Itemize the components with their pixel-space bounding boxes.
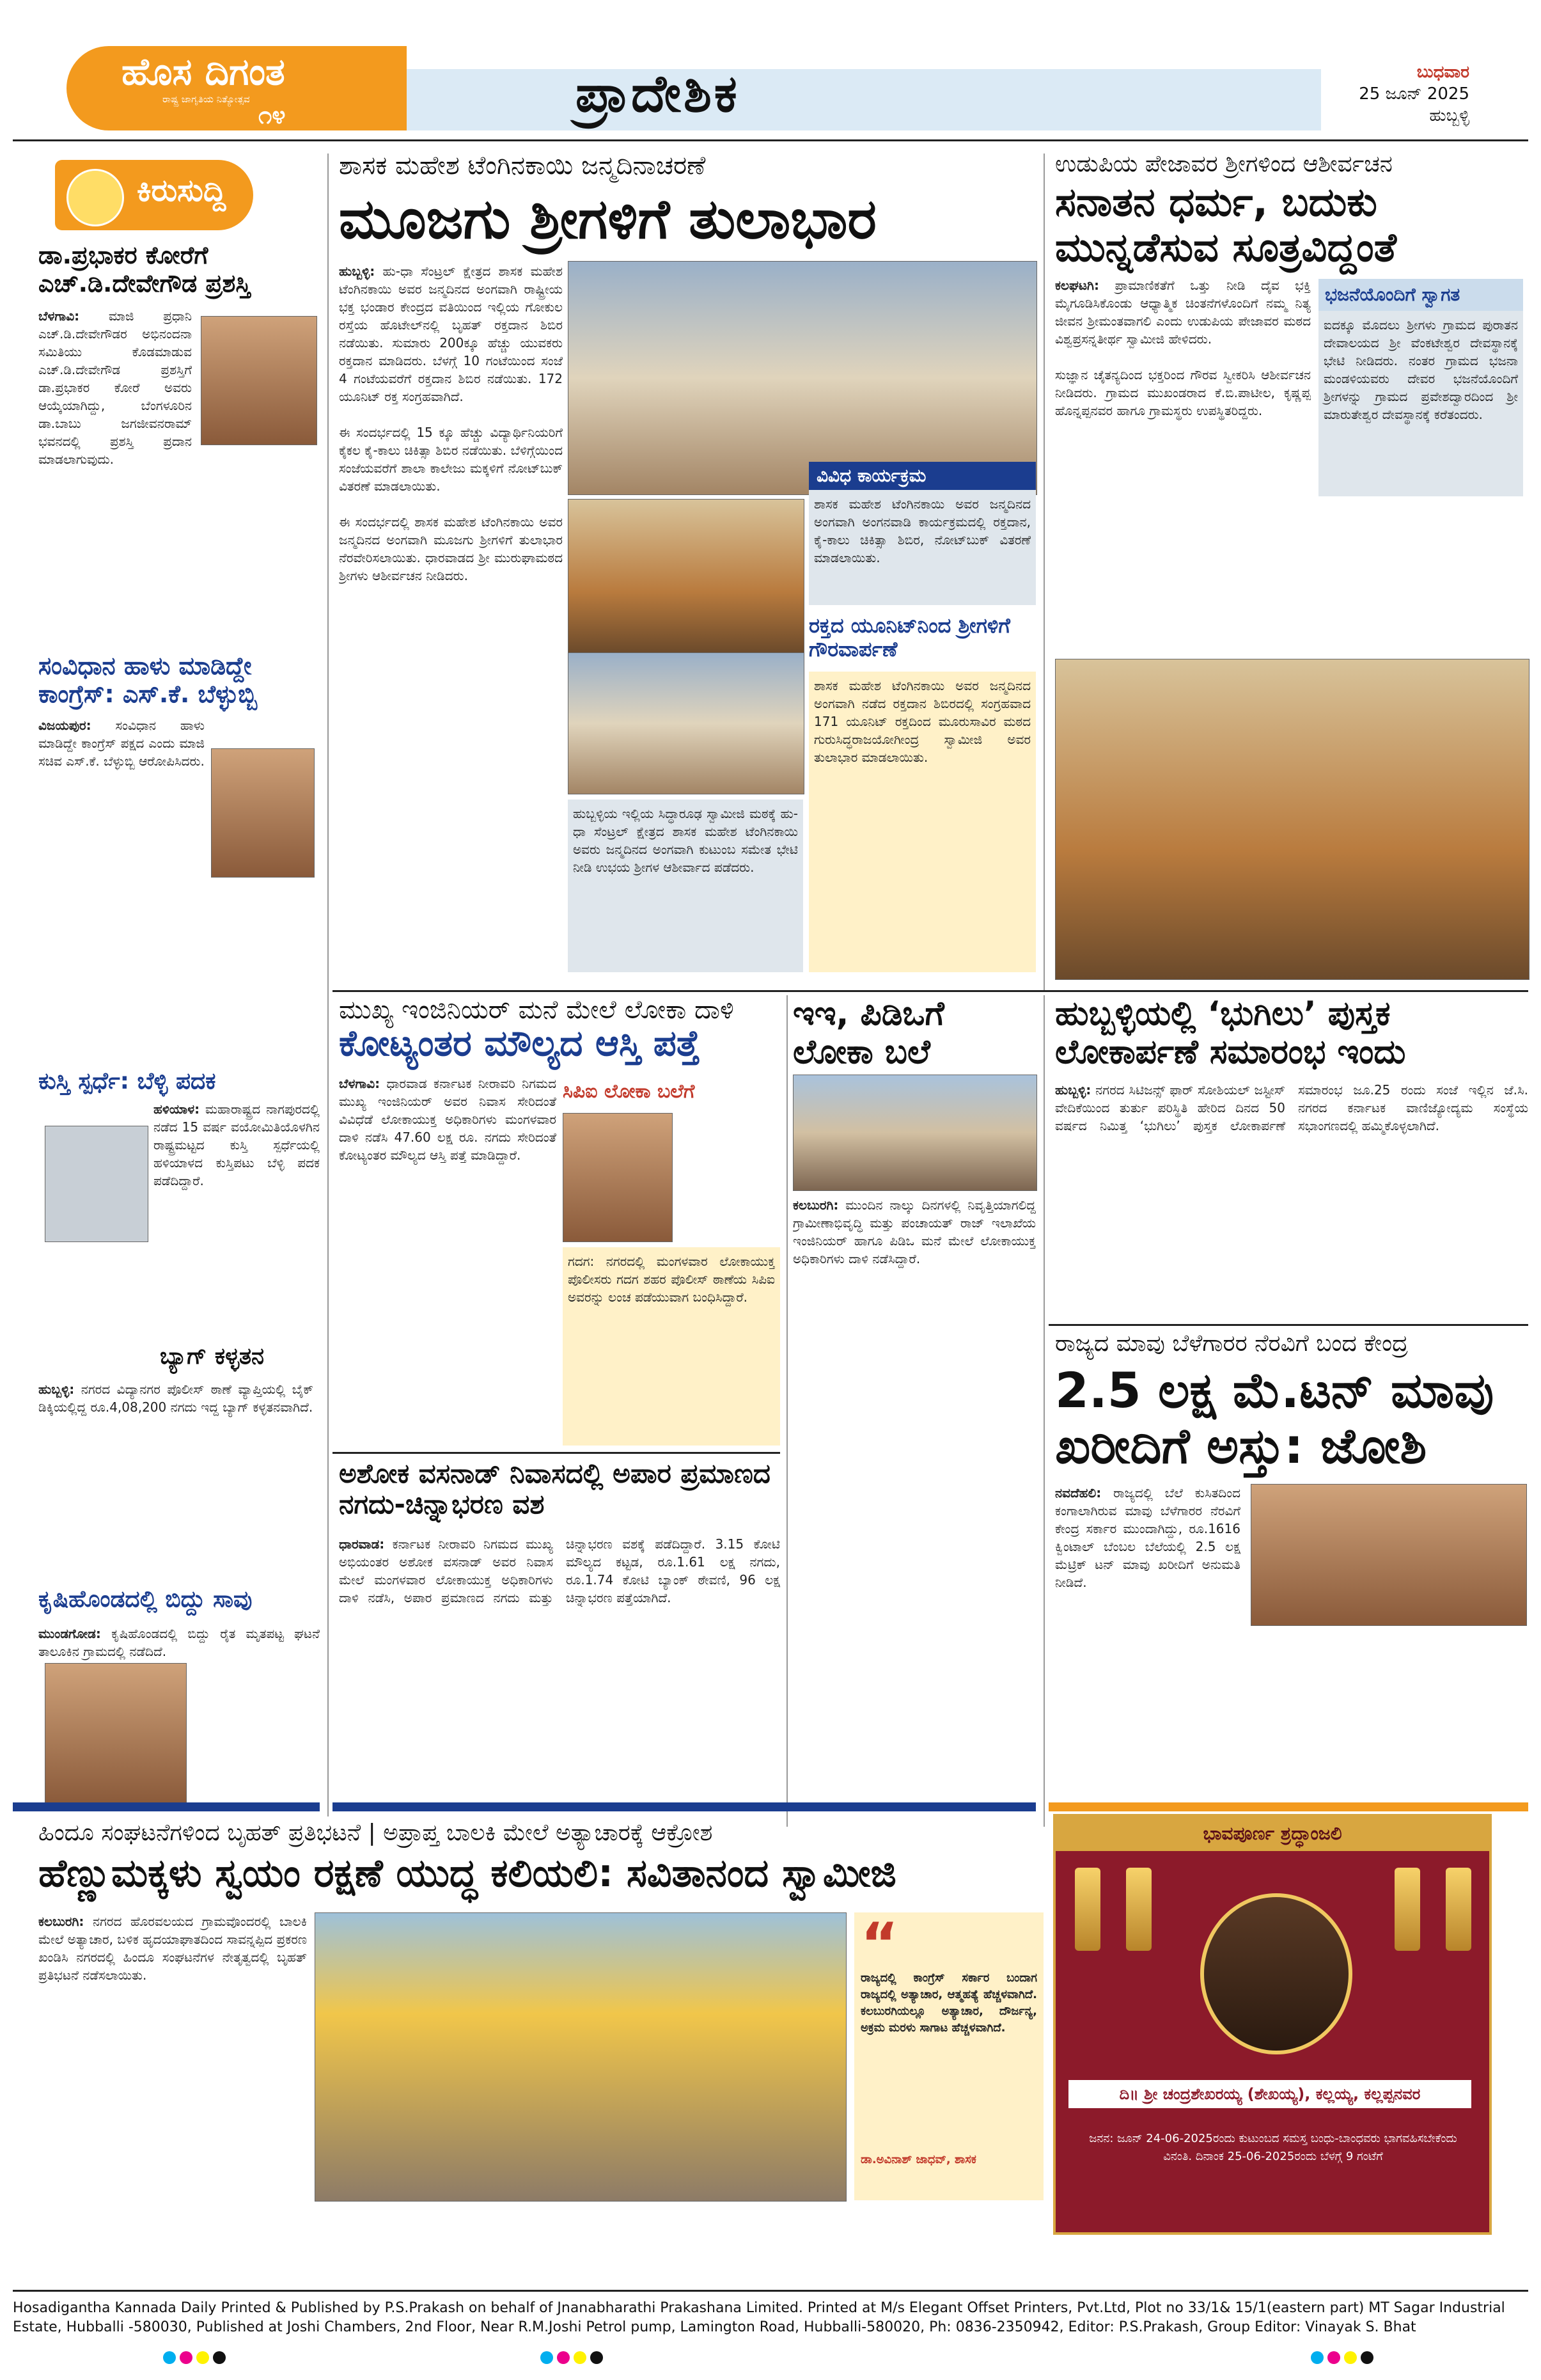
lead-body <box>339 262 563 972</box>
lead-photo-main <box>568 261 1037 495</box>
ashok-body-text: ಕರ್ನಾಟಕ ನೀರಾವರಿ ನಿಗಮದ ಮುಖ್ಯ ಅಭಿಯಂತರ ಅಶೋಕ ವಸನಾಡ್ ಅವರ ನಿವಾಸ ಮೇಲೆ ಮಂಗಳವಾರ ಲೋಕಾಯುಕ್ತ ಅಧಿಕಾರಿಗಳು ದಾಳಿ ನಡೆಸಿ, ಅಪಾರ ಪ್ರಮಾಣದ ನಗದು ಮತ್ತು ಚಿನ್ನಾಭರಣ ವಶಕ್ಕೆ ಪಡೆದಿದ್ದಾರೆ. 3.15 ಕೋಟಿ ಮೌಲ್ಯದ ಕಟ್ಟಡ, ರೂ.1.61 ಲಕ್ಷ ನಗದು, ರೂ.1.74 ಕೋಟಿ ಬ್ಯಾಂಕ್ ಠೇವಣಿ, 96 ಲಕ್ಷ ಚಿನ್ನಾಭರಣ ಪತ್ತೆಯಾಗಿದೆ. <box>339 1536 780 1605</box>
edition: ಹುಬ್ಬಳ್ಳಿ <box>1429 106 1469 125</box>
brief-1-body <box>38 307 192 640</box>
footer-rule <box>13 2290 1528 2292</box>
brief-2-body <box>38 716 205 1062</box>
lamp-icon <box>1126 1868 1152 1951</box>
brief-5-dateline: ಮುಂಡಗೋಡ: <box>38 1626 101 1641</box>
engineer-box-photo <box>563 1113 673 1242</box>
engineer-body <box>339 1075 556 1446</box>
right-photo <box>1055 659 1529 980</box>
mid-rule <box>332 990 1528 992</box>
pointing-hand-icon <box>66 169 124 226</box>
issue-date: 25 ಜೂನ್ 2025 <box>1359 84 1469 104</box>
divider-blue-left <box>13 1802 320 1811</box>
lead-dateline: ಹುಬ್ಬಳ್ಳಿ: <box>339 264 375 279</box>
engineer-box-title: ಸಿಪಿಐ ಲೋಕಾ ಬಲೆಗೆ <box>563 1080 695 1103</box>
ashok-dateline: ಧಾರವಾಡ: <box>339 1536 385 1552</box>
protest-headline: ಹೆಣ್ಣುಮಕ್ಕಳು ಸ್ವಯಂ ರಕ್ಷಣೆ ಯುದ್ಧ ಕಲಿಯಲಿ: ಸವಿತಾನಂದ ಸ್ವಾಮೀಜಿ <box>38 1851 896 1896</box>
bhugilu-dateline: ಹುಬ್ಬಳ್ಳಿ: <box>1055 1082 1091 1098</box>
right-body <box>1055 276 1311 647</box>
right-dateline: ಕಲಘಟಗಿ: <box>1055 278 1099 293</box>
brief-1-dateline: ಬೆಳಗಾವಿ: <box>38 308 80 324</box>
tribute-heading: ಭಾವಪೂರ್ಣ ಶ್ರದ್ಧಾಂಜಲಿ <box>1056 1817 1489 1851</box>
pdo-photo <box>793 1075 1037 1191</box>
engineer-headline: ಕೋಟ್ಯಂತರ ಮೌಲ್ಯದ ಆಸ್ತಿ ಪತ್ತೆ <box>339 1023 700 1064</box>
pdo-headline: ಇಇ, ಪಿಡಿಒಗೆ ಲೋಕಾ ಬಲೆ <box>793 995 944 1071</box>
engineer-body-text: ಧಾರವಾಡ ಕರ್ನಾಟಕ ನೀರಾವರಿ ನಿಗಮದ ಮುಖ್ಯ ಇಂಜಿನಿಯರ್ ಅವರ ನಿವಾಸ ಸೇರಿದಂತೆ ವಿವಿಧೆಡೆ ಲೋಕಾಯುಕ್ತ ಅಧಿಕಾರಿಗಳು ಮಂಗಳವಾರ ದಾಳಿ ನಡೆಸಿ 47.60 ಲಕ್ಷ ರೂ. ನಗದು ಸೇರಿದಂತೆ ಕೋಟ್ಯಂತರ ಮೌಲ್ಯದ ಆಸ್ತಿ ಪತ್ತೆ ಮಾಡಿದ್ದಾರೆ. <box>339 1076 556 1163</box>
ashok-rule <box>332 1452 780 1454</box>
right-box-title: ಭಜನೆಯೊಂದಿಗೆ ಸ್ವಾಗತ <box>1318 279 1523 311</box>
tribute-name: ದಿ॥ ಶ್ರೀ ಚಂದ್ರಶೇಖರಯ್ಯ (ಶೇಖಯ್ಯ), ಕಲ್ಲಯ್ಯ, ಕಲ್ಲಪ್ಪನವರ <box>1068 2080 1471 2108</box>
pdo-body-text: ಮುಂದಿನ ನಾಲ್ಕು ದಿನಗಳಲ್ಲಿ ನಿವೃತ್ತಿಯಾಗಲಿದ್ದ ಗ್ರಾಮೀಣಾಭಿವೃದ್ಧಿ ಮತ್ತು ಪಂಚಾಯತ್ ರಾಜ್ ಇಲಾಖೆಯ ಇಂಜಿನಿಯರ್ ಹಾಗೂ ಪಿಡಿಒ ಮನೆ ಮೇಲೆ ಲೋಕಾಯುಕ್ತ ಅಧಿಕಾರಿಗಳು ದಾಳಿ ನಡೆಸಿದ್ದಾರೆ. <box>793 1197 1036 1266</box>
brief-4-body <box>38 1380 313 1566</box>
right-body-p2: ಸುಜ್ಞಾನ ಚೈತನ್ಯದಿಂದ ಭಕ್ತರಿಂದ ಗೌರವ ಸ್ವೀಕರಿಸಿ ಆಶೀರ್ವಚನ ನೀಡಿದರು. ಗ್ರಾಮದ ಮುಖಂಡರಾದ ಕೆ.ಬಿ.ಪಾಟೀಲ, ಕೃಷ್ಣಪ್ಪ ಹೊನ್ನಪ್ಪನವರ ಹಾಗೂ ಗ್ರಾಮಸ್ಥರು ಉಪಸ್ಥಿತರಿದ್ದರು. <box>1055 367 1311 418</box>
tribute-ad <box>1053 1814 1492 2235</box>
lamp-icon <box>1446 1868 1471 1951</box>
imprint-line: Hosadigantha Kannada Daily Printed & Published by P.S.Prakash on behalf of Jnanabharathi Prakashana Limited. Printed at M/s Elegant Offset Printers, Pvt.Ltd, Plot no 33/1& 15/1(eastern part) MT Sagar Industrial Estate, Hubballi -580030, Published at Joshi Chambers, 2nd Floor, Near R.M.Joshi Petrol pump, Lamington Road, Hubballi-580020, Ph: 0836-2350942, Editor: P.S.Prakash, Group Editor: Vinayak S. Bhat <box>13 2300 1505 2335</box>
mango-body-text: ರಾಜ್ಯದಲ್ಲಿ ಬೆಲೆ ಕುಸಿತದಿಂದ ಕಂಗಾಲಾಗಿರುವ ಮಾವು ಬೆಳೆಗಾರರ ನೆರವಿಗೆ ಕೇಂದ್ರ ಸರ್ಕಾರ ಮುಂದಾಗಿದ್ದು, ರೂ.1616 ಕ್ವಿಂಟಾಲ್ ಬೆಂಬಲ ಬೆಲೆಯಲ್ಲಿ 2.5 ಲಕ್ಷ ಮೆಟ್ರಿಕ್ ಟನ್ ಮಾವು ಖರೀದಿಗೆ ಅನುಮತಿ ನೀಡಿದೆ. <box>1055 1485 1240 1590</box>
lead-box-title: ವಿವಿಧ ಕಾರ್ಯಕ್ರಮ <box>809 462 1036 490</box>
right-kicker: ಉಡುಪಿಯ ಪೇಜಾವರ ಶ್ರೀಗಳಿಂದ ಆಶೀರ್ವಚನ <box>1055 151 1393 177</box>
protest-dateline: ಕಲಬುರಗಿ: <box>38 1914 84 1929</box>
brief-2-title: ಸಂವಿಧಾನ ಹಾಳು ಮಾಡಿದ್ದೇ ಕಾಂಗ್ರೆಸ್: ಎಸ್.ಕೆ. ಬೆಳ್ಳುಬ್ಬಿ <box>38 652 257 708</box>
section-title: ಪ್ರಾದೇಶಿಕ <box>575 64 740 123</box>
bhugilu-headline: ಹುಬ್ಬಳ್ಳಿಯಲ್ಲಿ ‘ಭುಗಿಲು’ ಪುಸ್ತಕ ಲೋಕಾರ್ಪಣೆ ಸಮಾರಂಭ ಇಂದು <box>1055 995 1406 1071</box>
lead-body-p1: ಹು-ಧಾ ಸೆಂಟ್ರಲ್ ಕ್ಷೇತ್ರದ ಶಾಸಕ ಮಹೇಶ ಟೆಂಗಿನಕಾಯಿ ಅವರ ಜನ್ಮದಿನದ ಅಂಗವಾಗಿ ರಾಷ್ಟ್ರೀಯ ಭಕ್ತ ಭಂಡಾರ ಕೇಂದ್ರದ ವತಿಯಿಂದ ಇಲ್ಲಿಯ ಗೋಕುಲ ರಸ್ತೆಯ ಹೊಟೇಲ್‌ನಲ್ಲಿ ಬೃಹತ್ ರಕ್ತದಾನ ಶಿಬಿರ ನಡೆಯಿತು. ಸುಮಾರು 200ಕ್ಕೂ ಹೆಚ್ಚು ಯುವಕರು ರಕ್ತದಾನ ಮಾಡಿದರು. ಬೆಳಗ್ಗೆ 10 ಗಂಟೆಯಿಂದ ಸಂಜೆ 4 ಗಂಟೆಯವರೆಗೆ ರಕ್ತದಾನ ಶಿಬಿರ ನಡೆಯಿತು. 172 ಯೂನಿಟ್ ರಕ್ತ ಸಂಗ್ರಹವಾಗಿದೆ. <box>339 264 563 404</box>
brief-1-photo <box>201 316 317 445</box>
lead-box-text: ಶಾಸಕ ಮಹೇಶ ಟೆಂಗಿನಕಾಯಿ ಅವರ ಜನ್ಮದಿನದ ಅಂಗವಾಗಿ ಅಂಗನವಾಡಿ ಕಾರ್ಯಕ್ರಮದಲ್ಲಿ ರಕ್ತದಾನ, ಕೈ-ಕಾಲು ಚಿಕಿತ್ಸಾ ಶಿಬಿರ, ನೋಟ್‌ಬುಕ್ ವಿತರಣೆ ಮಾಡಲಾಯಿತು. <box>809 490 1036 605</box>
brief-4-text: ನಗರದ ವಿದ್ಯಾನಗರ ಪೊಲೀಸ್ ಠಾಣೆ ವ್ಯಾಪ್ತಿಯಲ್ಲಿ ಬೈಕ್ ಡಿಕ್ಕಿಯಲ್ಲಿದ್ದ ರೂ.4,08,200 ನಗದು ಇದ್ದ ಬ್ಯಾಗ್ ಕಳ್ಳತನವಾಗಿದೆ. <box>38 1382 313 1415</box>
engineer-dateline: ಬೆಳಗಾವಿ: <box>339 1076 380 1091</box>
mango-dateline: ನವದೆಹಲಿ: <box>1055 1485 1102 1501</box>
registration-dots-mid <box>540 2351 607 2367</box>
lead-headline: ಮೂಜಗು ಶ್ರೀಗಳಿಗೆ ತುಲಾಭಾರ <box>339 187 877 251</box>
tribute-detail: ಜನನ: ಜೂನ್ 24-06-2025ರಂದು ಕುಟುಂಬದ ಸಮಸ್ತ ಬಂಧು-ಬಾಂಧವರು ಭಾಗವಹಿಸಬೇಕೆಂದು ವಿನಂತಿ. ದಿನಾಂಕ 25-06-2025ರಂದು ಬೆಳಗ್ಗೆ 9 ಗಂಟೆಗೆ <box>1089 2132 1457 2163</box>
lead-kicker: ಶಾಸಕ ಮಹೇಶ ಟೆಂಗಿನಕಾಯಿ ಜನ್ಮದಿನಾಚರಣೆ <box>339 151 706 180</box>
brief-3-title: ಕುಸ್ತಿ ಸ್ಪರ್ಧೆ: ಬೆಳ್ಳಿ ಪದಕ <box>38 1068 216 1094</box>
ashok-body <box>339 1535 780 1817</box>
protest-quote: ರಾಜ್ಯದಲ್ಲಿ ಕಾಂಗ್ರೆಸ್ ಸರ್ಕಾರ ಬಂದಾಗ ರಾಜ್ಯದಲ್ಲಿ ಅತ್ಯಾಚಾರ, ಆತ್ಮಹತ್ಯೆ ಹೆಚ್ಚಳವಾಗಿದೆ. ಕಲಬುರಗಿಯಲ್ಲೂ ಅತ್ಯಾಚಾರ, ದೌರ್ಜನ್ಯ, ಅಕ್ರಮ ಮರಳು ಸಾಗಾಟ ಹೆಚ್ಚಳವಾಗಿದೆ. <box>861 1971 1037 2035</box>
mango-body <box>1055 1484 1240 1817</box>
quote-mark-icon: “ <box>861 1911 899 1978</box>
brief-3-photo <box>45 1126 148 1242</box>
brief-1-title: ಡಾ.ಪ್ರಭಾಕರ ಕೋರೆಗೆ ಎಚ್.ಡಿ.ದೇವೇಗೌಡ ಪ್ರಶಸ್ತಿ <box>38 241 251 297</box>
mango-rule <box>1049 1324 1528 1326</box>
bhugilu-body <box>1055 1081 1528 1318</box>
brief-2-dateline: ವಿಜಯಪುರ: <box>38 718 91 733</box>
lead-photo-caption: ಹುಬ್ಬಳ್ಳಿಯ ಇಲ್ಲಿಯ ಸಿದ್ಧಾರೂಢ ಸ್ವಾಮೀಜಿ ಮಠಕ್ಕೆ ಹು-ಧಾ ಸೆಂಟ್ರಲ್ ಕ್ಷೇತ್ರದ ಶಾಸಕ ಮಹೇಶ ಟೆಂಗಿನಕಾಯಿ ಅವರು ಜನ್ಮದಿನದ ಅಂಗವಾಗಿ ಕುಟುಂಬ ಸಮೇತ ಭೇಟಿ ನೀಡಿ ಉಭಯ ಶ್ರೀಗಳ ಆಶೀರ್ವಾದ ಪಡೆದರು. <box>568 800 803 972</box>
weekday: ಬುಧವಾರ <box>1416 63 1469 82</box>
pdo-body <box>793 1196 1036 1817</box>
mango-photo <box>1251 1484 1527 1626</box>
brief-5-title: ಕೃಷಿಹೊಂಡದಲ್ಲಿ ಬಿದ್ದು ಸಾವು <box>38 1586 253 1612</box>
ashok-headline: ಅಶೋಕ ವಸನಾಡ್ ನಿವಾಸದಲ್ಲಿ ಅಪಾರ ಪ್ರಮಾಣದ ನಗದು-ಚಿನ್ನಾಭರಣ ವಶ <box>339 1458 770 1520</box>
lamp-icon <box>1395 1868 1420 1951</box>
brief-2-text: ಸಂವಿಧಾನ ಹಾಳು ಮಾಡಿದ್ದೇ ಕಾಂಗ್ರೆಸ್ ಪಕ್ಷದ ಎಂದು ಮಾಜಿ ಸಚಿವ ಎಸ್.ಕೆ. ಬೆಳ್ಳುಬ್ಬಿ ಆರೋಪಿಸಿದರು. <box>38 718 205 769</box>
pdo-column-rule <box>786 995 788 1827</box>
kiru-suddi-badge <box>55 160 253 230</box>
brief-3-dateline: ಹಳಿಯಾಳ: <box>153 1101 200 1117</box>
right-headline: ಸನಾತನ ಧರ್ಮ, ಬದುಕು ಮುನ್ನಡೆಸುವ ಸೂತ್ರವಿದ್ದಂತೆ <box>1055 178 1396 271</box>
brief-4-dateline: ಹುಬ್ಬಳ್ಳಿ: <box>38 1382 75 1397</box>
left-column-rule <box>327 154 329 1817</box>
lead-photo-guests <box>568 652 804 794</box>
right-box-text: ಐದಕ್ಕೂ ಮೊದಲು ಶ್ರೀಗಳು ಗ್ರಾಮದ ಪುರಾತನ ದೇವಾಲಯದ ಶ್ರೀ ವೆಂಕಟೇಶ್ವರ ದೇವಸ್ಥಾನಕ್ಕೆ ಭೇಟಿ ನೀಡಿದರು. ನಂತರ ಗ್ರಾಮದ ಭಜನಾ ಮಂಡಳಿಯವರು ದೇವರ ಭಜನೆಯೊಂದಿಗೆ ಶ್ರೀಗಳನ್ನು ಗ್ರಾಮದ ಪ್ರವೇಶದ್ವಾರದಿಂದ ಶ್ರೀ ಮಾರುತೇಶ್ವರ ದೇವಸ್ಥಾನಕ್ಕೆ ಕರೆತಂದರು. <box>1318 311 1523 496</box>
logo-text: ಹೊಸ ದಿಗಂತ <box>121 50 285 93</box>
engineer-box-text: ಗದಗ: ನಗರದಲ್ಲಿ ಮಂಗಳವಾರ ಲೋಕಾಯುಕ್ತ ಪೊಲೀಸರು ಗದಗ ಶಹರ ಪೊಲೀಸ್ ಠಾಣೆಯ ಸಿಪಿಐ ಅವರನ್ನು ಲಂಚ ಪಡೆಯುವಾಗ ಬಂಧಿಸಿದ್ದಾರೆ. <box>563 1247 780 1446</box>
protest-quote-box <box>854 1912 1044 2200</box>
masthead-logo <box>66 46 407 130</box>
lead-body-p3: ಈ ಸಂದರ್ಭದಲ್ಲಿ ಶಾಸಕ ಮಹೇಶ ಟೆಂಗಿನಕಾಯಿ ಅವರ ಜನ್ಮದಿನದ ಅಂಗವಾಗಿ ಮೂಜಗು ಶ್ರೀಗಳಿಗೆ ತುಲಾಭಾರ ನೆರವೇರಿಸಲಾಯಿತು. ಧಾರವಾಡದ ಶ್ರೀ ಮುರುಘಾಮಠದ ಶ್ರೀಗಳು ಆಶೀರ್ವಚನ ನೀಡಿದರು. <box>339 514 563 583</box>
protest-quote-author: ಡಾ.ಅವಿನಾಶ್ ಜಾಧವ್, ಶಾಸಕ <box>861 2153 976 2166</box>
registration-dots-left <box>163 2351 230 2367</box>
brief-3-body <box>153 1100 320 1343</box>
right-body-p1: ಪ್ರಾಮಾಣಿಕತೆಗೆ ಒತ್ತು ನೀಡಿ ದೈವ ಭಕ್ತಿ ಮೈಗೂಡಿಸಿಕೊಂಡು ಆಧ್ಯಾತ್ಮಿಕ ಚಿಂತನೆಗಳೊಂದಿಗೆ ನಮ್ಮ ನಿತ್ಯ ಜೀವನ ಶ್ರೀಮಂತವಾಗಲಿ ಎಂದು ಉಡುಪಿಯ ಪೇಜಾವರ ಮಠದ ವಿಶ್ವಪ್ರಸನ್ನತೀರ್ಥ ಸ್ವಾಮೀಜಿ ಹೇಳಿದರು. <box>1055 278 1311 347</box>
pdo-dateline: ಕಲಬುರಗಿ: <box>793 1197 839 1213</box>
tribute-portrait <box>1200 1893 1352 2054</box>
brief-3-text: ಮಹಾರಾಷ್ಟ್ರದ ನಾಗಪುರದಲ್ಲಿ ನಡೆದ 15 ವರ್ಷ ವಯೋಮಿತಿಯೊಳಗಿನ ರಾಷ್ಟ್ರಮಟ್ಟದ ಕುಸ್ತಿ ಸ್ಪರ್ಧೆಯಲ್ಲಿ ಹಳಿಯಾಳದ ಕುಸ್ತಿಪಟು ಬೆಳ್ಳಿ ಪದಕ ಪಡೆದಿದ್ದಾರೆ. <box>153 1101 320 1188</box>
divider-blue-mid <box>332 1802 1036 1811</box>
lamp-icon <box>1075 1868 1100 1951</box>
registration-dots-right <box>1311 2351 1377 2367</box>
divider-orange <box>1049 1802 1528 1811</box>
bhugilu-body-text: ನಗರದ ಸಿಟಿಜನ್ಸ್ ಫಾರ್ ಸೋಶಿಯಲ್ ಜಸ್ಟೀಸ್ ವೇದಿಕೆಯಿಂದ ತುರ್ತು ಪರಿಸ್ಥಿತಿ ಹೇರಿದ ದಿನದ 50 ವರ್ಷದ ನಿಮಿತ್ತ ‘ಭುಗಿಲು’ ಪುಸ್ತಕ ಲೋಕಾರ್ಪಣೆ ಸಮಾರಂಭ ಜೂ.25 ರಂದು ಸಂಜೆ ಇಲ್ಲಿನ ಜೆ.ಸಿ. ನಗರದ ಕರ್ನಾಟಕ ವಾಣಿಜ್ಯೋದ್ಯಮ ಸಂಸ್ಥೆಯ ಸಭಾಂಗಣದಲ್ಲಿ ಹಮ್ಮಿಕೊಳ್ಳಲಾಗಿದೆ. <box>1055 1082 1528 1133</box>
kiru-suddi-label: ಕಿರುಸುದ್ದಿ <box>137 173 226 209</box>
lead-photo-temple <box>568 499 804 654</box>
masthead-rule <box>13 139 1528 141</box>
mango-headline: 2.5 ಲಕ್ಷ ಮೆ.ಟನ್ ಮಾವು ಖರೀದಿಗೆ ಅಸ್ತು: ಜೋಶಿ <box>1055 1362 1494 1475</box>
protest-body <box>38 1912 307 2271</box>
brief-5-body <box>38 1625 320 1810</box>
mango-kicker: ರಾಜ್ಯದ ಮಾವು ಬೆಳೆಗಾರರ ನೆರವಿಗೆ ಬಂದ ಕೇಂದ್ರ <box>1055 1330 1408 1357</box>
right-lower-rule <box>1044 995 1045 1827</box>
protest-body-text: ನಗರದ ಹೊರವಲಯದ ಗ್ರಾಮವೊಂದರಲ್ಲಿ ಬಾಲಕಿ ಮೇಲೆ ಅತ್ಯಾಚಾರ, ಬಳಿಕ ಹೃದಯಾಘಾತದಿಂದ ಸಾವನ್ನಪ್ಪಿದ ಪ್ರಕರಣ ಖಂಡಿಸಿ ನಗರದಲ್ಲಿ ಹಿಂದೂ ಸಂಘಟನೆಗಳ ನೇತೃತ್ವದಲ್ಲಿ ಬೃಹತ್ ಪ್ರತಿಭಟನೆ ನಡೆಸಲಾಯಿತು. <box>38 1914 307 1983</box>
brief-4-title: ಬ್ಯಾಗ್ ಕಳ್ಳತನ <box>160 1343 265 1369</box>
lead-sub-text: ಶಾಸಕ ಮಹೇಶ ಟೆಂಗಿನಕಾಯಿ ಅವರ ಜನ್ಮದಿನದ ಅಂಗವಾಗಿ ನಡೆದ ರಕ್ತದಾನ ಶಿಬಿರದಲ್ಲಿ ಸಂಗ್ರಹವಾದ 171 ಯೂನಿಟ್ ರಕ್ತದಿಂದ ಮೂರುಸಾವಿರ ಮಠದ ಗುರುಸಿದ್ಧರಾಜಯೋಗೀಂದ್ರ ಸ್ವಾಮೀಜಿ ಅವರ ತುಲಾಭಾರ ಮಾಡಲಾಯಿತು. <box>809 672 1036 972</box>
dateline-block <box>1342 61 1469 127</box>
section-band <box>407 69 1321 130</box>
brief-1-text: ಮಾಜಿ ಪ್ರಧಾನಿ ಎಚ್.ಡಿ.ದೇವೇಗೌಡರ ಅಭಿನಂದನಾ ಸಮಿತಿಯು ಕೊಡಮಾಡುವ ಎಚ್.ಡಿ.ದೇವೇಗೌಡ ಪ್ರಶಸ್ತಿಗೆ ಡಾ.ಪ್ರಭಾಕರ ಕೋರೆ ಅವರು ಆಯ್ಕೆಯಾಗಿದ್ದು, ಬೆಂಗಳೂರಿನ ಡಾ.ಬಾಬು ಜಗಜೀವನರಾಮ್ ಭವನದಲ್ಲಿ ಪ್ರಶಸ್ತಿ ಪ್ರದಾನ ಮಾಡಲಾಗುವುದು. <box>38 308 192 467</box>
protest-kicker: ಹಿಂದೂ ಸಂಘಟನೆಗಳಿಂದ ಬೃಹತ್ ಪ್ರತಿಭಟನೆ | ಅಪ್ರಾಪ್ತ ಬಾಲಕಿ ಮೇಲೆ ಅತ್ಯಾಚಾರಕ್ಕೆ ಆಕ್ರೋಶ <box>38 1820 713 1846</box>
lead-subhead: ರಕ್ತದ ಯೂನಿಟ್‌ನಿಂದ ಶ್ರೀಗಳಿಗೆ ಗೌರವಾರ್ಪಣೆ <box>809 613 1010 661</box>
center-column-rule <box>1044 154 1045 991</box>
protest-photo <box>315 1912 847 2202</box>
brief-5-text: ಕೃಷಿಹೊಂಡದಲ್ಲಿ ಬಿದ್ದು ರೈತ ಮೃತಪಟ್ಟ ಘಟನೆ ತಾಲೂಕಿನ ಗ್ರಾಮದಲ್ಲಿ ನಡೆದಿದೆ. <box>38 1626 320 1659</box>
engineer-kicker: ಮುಖ್ಯ ಇಂಜಿನಿಯರ್ ಮನೆ ಮೇಲೆ ಲೋಕಾ ದಾಳಿ <box>339 995 734 1025</box>
logo-tagline: ರಾಷ್ಟ್ರ ಜಾಗೃತಿಯ ನಿತ್ಯೋತ್ಸವ <box>162 93 250 105</box>
lead-body-p2: ಈ ಸಂದರ್ಭದಲ್ಲಿ 15 ಕ್ಕೂ ಹೆಚ್ಚು ವಿದ್ಯಾರ್ಥಿನಿಯರಿಗೆ ಕೈಕಲ ಕೈ-ಕಾಲು ಚಿಕಿತ್ಸಾ ಶಿಬಿರ ನಡೆಯಿತು. ಬೆಳಿಗ್ಗೆಯಿಂದ ಸಂಜೆಯವರೆಗೆ ಶಾಲಾ ಕಾಲೇಜು ಮಕ್ಕಳಿಗೆ ನೋಟ್‌ಬುಕ್ ವಿತರಣೆ ಮಾಡಲಾಯಿತು. <box>339 425 563 494</box>
brief-2-photo <box>211 748 315 878</box>
page-number: ೧೪ <box>258 101 286 129</box>
